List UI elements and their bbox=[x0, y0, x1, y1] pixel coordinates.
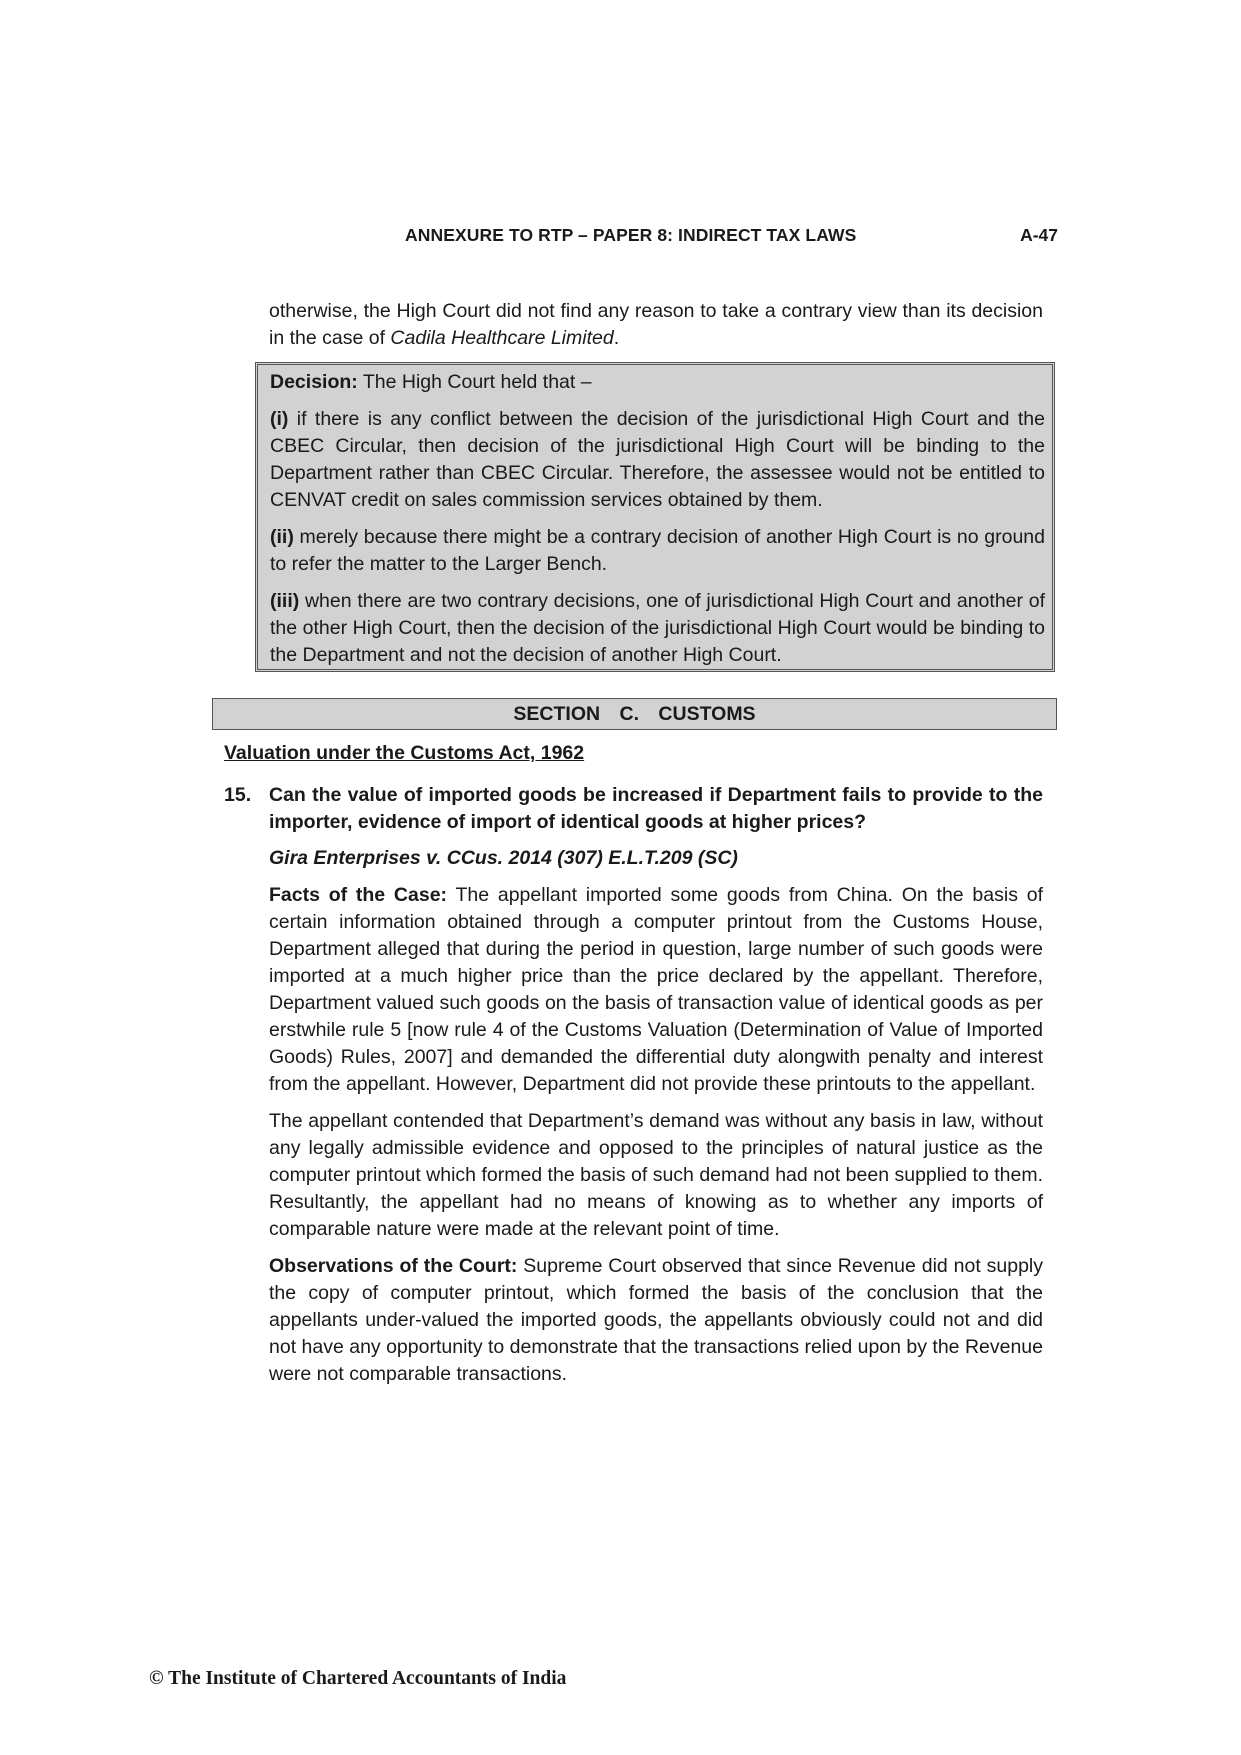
decision-item-text: merely because there might be a contrary decision of another High Court is no ground to refer the matter to the Larger Bench. bbox=[270, 526, 1045, 575]
decision-item bbox=[270, 524, 1045, 578]
decision-lead: The High Court held that – bbox=[357, 371, 592, 393]
question-number: 15. bbox=[224, 784, 252, 806]
decision-item-number: (ii) bbox=[270, 526, 294, 548]
section-heading-bar: SECTION C. CUSTOMS bbox=[212, 698, 1057, 730]
facts-paragraph bbox=[269, 882, 1043, 1098]
intro-text: otherwise, the High Court did not find any reason to take a contrary view than its decision in the case of bbox=[269, 300, 1043, 349]
contention-paragraph: The appellant contended that Department’s demand was without any basis in law, without any legally admissible evidence and opposed to the principles of natural justice as the computer printout which formed the basis of such demand had not been supplied to them. Resultantly, the appellant had no means of knowing as to whether any imports of comparable nature were made at the relevant point of time. bbox=[269, 1110, 1043, 1240]
page-header-title: ANNEXURE TO RTP – PAPER 8: INDIRECT TAX LAWS bbox=[405, 225, 857, 245]
copyright-footer: © The Institute of Chartered Accountants of India bbox=[149, 1668, 567, 1689]
page-number: A-47 bbox=[1020, 225, 1058, 245]
decision-item-text: when there are two contrary decisions, one of jurisdictional High Court and another of the other High Court, then the decision of the jurisdictional High Court would be binding to the Department and not the decision of another High Court. bbox=[270, 590, 1045, 666]
intro-end: . bbox=[613, 327, 620, 349]
intro-case-name: Cadila Healthcare Limited bbox=[390, 327, 614, 349]
observations-paragraph bbox=[269, 1253, 1043, 1388]
facts-label: Facts of the Case: bbox=[269, 884, 448, 906]
facts-text: The appellant imported some goods from China. On the basis of certain information obtained through a computer printout from the Customs House, Department alleged that during the period in question, large number of such goods were imported at a much higher price than the price declared by the appellant. Therefore, Department valued such goods on the basis of transaction value of identical goods as per erstwhile rule 5 [now rule 4 of the Customs Valuation (Determination of Value of Imported Goods) Rules, 2007] and demanded the differential duty alongwith penalty and interest from the appellant. However, Department did not provide these printouts to the appellant. bbox=[269, 884, 1044, 1095]
decision-item-text: if there is any conflict between the decision of the jurisdictional High Court and the CBEC Circular, then decision of the jurisdictional High Court will be binding to the Department rather than CBEC Circular. Therefore, the assessee would not be entitled to CENVAT credit on sales commission services obtained by them. bbox=[270, 408, 1045, 511]
decision-item-number: (iii) bbox=[270, 590, 300, 612]
observations-label: Observations of the Court: bbox=[269, 1255, 518, 1277]
decision-label: Decision: bbox=[270, 371, 358, 393]
observations-text: Supreme Court observed that since Revenue did not supply the copy of computer printout, which formed the basis of the conclusion that the appellants under-valued the imported goods, the appellants obviously could not and did not have any opportunity to demonstrate that the transactions relied upon by the Revenue were not comparable transactions. bbox=[269, 1255, 1044, 1385]
decision-heading bbox=[270, 369, 1045, 396]
decision-item-number: (i) bbox=[270, 408, 289, 430]
case-citation: Gira Enterprises v. CCus. 2014 (307) E.L.T.209 (SC) bbox=[269, 847, 738, 869]
question-text: Can the value of imported goods be increased if Department fails to provide to the importer, evidence of import of identical goods at higher prices? bbox=[269, 784, 1043, 833]
decision-item bbox=[270, 588, 1045, 669]
case-body bbox=[269, 882, 1043, 1398]
decision-item bbox=[270, 406, 1045, 514]
decision-box bbox=[255, 362, 1055, 672]
intro-paragraph bbox=[269, 298, 1043, 352]
topic-subheading: Valuation under the Customs Act, 1962 bbox=[224, 742, 585, 764]
